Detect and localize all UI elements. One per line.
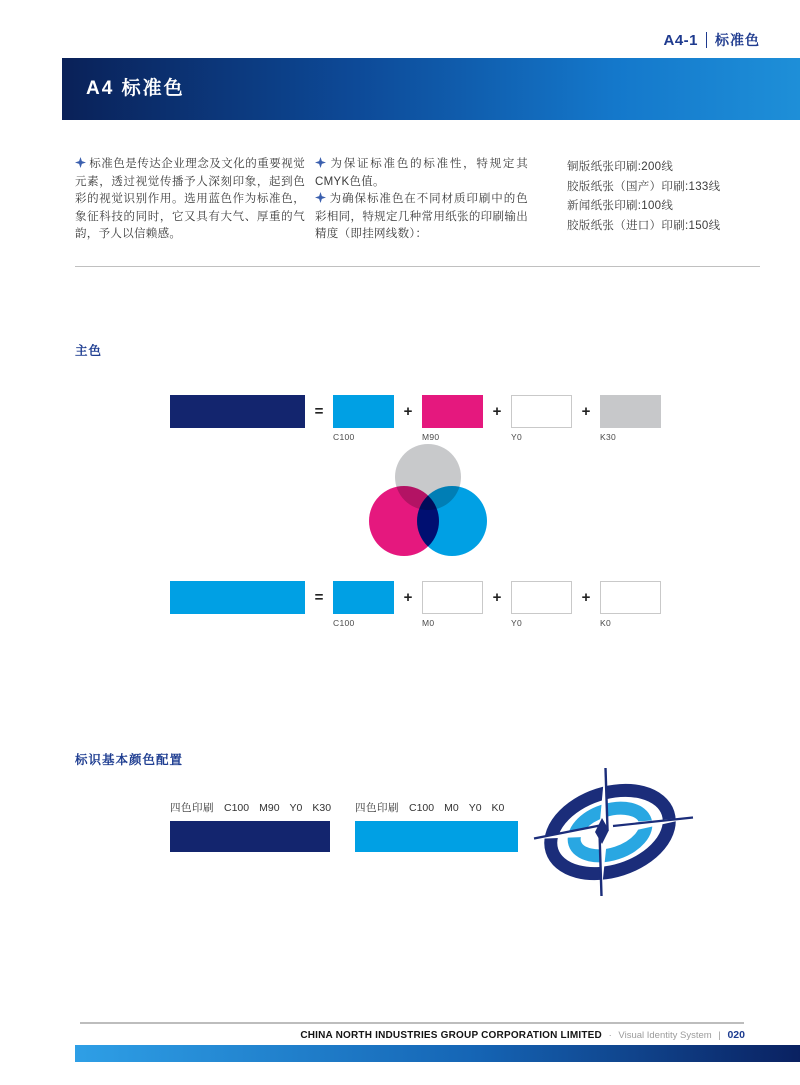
- venn-cyan-circle: [417, 486, 487, 556]
- footer-dot: ·: [608, 1030, 612, 1041]
- intro-column-2: [315, 156, 528, 244]
- color-component: [333, 395, 394, 442]
- component-label: M0: [422, 618, 435, 628]
- intro-text-2: 为保证标准色的标准性，特规定其CMYK色值。: [315, 158, 528, 188]
- print-spec-item: 新闻纸张印刷:100线: [567, 200, 674, 212]
- intro-paragraph-1: [75, 156, 305, 244]
- footer-text: [300, 1029, 745, 1041]
- plus-sign: +: [403, 589, 413, 606]
- component-swatch: [511, 395, 572, 428]
- cmyk-value: Y0: [289, 802, 303, 814]
- config-bar-label: [355, 800, 518, 815]
- component-label: K30: [600, 432, 617, 442]
- color-component: [511, 581, 572, 628]
- config-bar-group-1: [170, 800, 330, 852]
- component-swatch: [511, 581, 572, 614]
- plus-sign: +: [403, 403, 413, 420]
- component-label: K0: [600, 618, 611, 628]
- cmyk-value: M90: [259, 802, 280, 814]
- component-swatch: [333, 581, 394, 614]
- equals-sign: =: [314, 403, 324, 420]
- intro-paragraph-2: [315, 156, 528, 191]
- print-spec-item: 铜版纸张印刷:200线: [567, 161, 674, 173]
- component-swatch: [600, 395, 661, 428]
- color-component: [600, 581, 661, 628]
- config-bar-group-2: [355, 800, 518, 852]
- star-bullet-icon: [315, 192, 326, 203]
- result-color-swatch: [170, 395, 305, 428]
- intro-column-1: [75, 156, 305, 244]
- plus-sign: +: [492, 589, 502, 606]
- cmyk-value: M0: [444, 802, 459, 814]
- cmyk-value: Y0: [468, 802, 482, 814]
- page-corner-label: [663, 30, 760, 50]
- intro-text-1: 标准色是传达企业理念及文化的重要视觉元素，透过视觉传播予人深刻印象，起到色彩的视觉识别作用。选用蓝色作为标准色，象征科技的同时，它又具有大气、厚重的气韵，予人以信赖感。: [75, 158, 305, 240]
- company-logo: [528, 762, 700, 904]
- star-bullet-icon: [75, 157, 86, 168]
- color-formula-row-1: [170, 395, 661, 442]
- navy-color-bar: [170, 821, 330, 852]
- star-bullet-icon: [315, 157, 326, 168]
- print-specs-list: [567, 158, 767, 236]
- cmyk-value: C100: [224, 802, 250, 814]
- component-label: C100: [333, 432, 355, 442]
- component-label: C100: [333, 618, 355, 628]
- header-bar: [62, 58, 800, 120]
- equals-sign: =: [314, 589, 324, 606]
- cmyk-value: K30: [312, 802, 332, 814]
- color-mix-venn-diagram: [369, 444, 489, 558]
- color-component: [422, 581, 483, 628]
- component-label: Y0: [511, 618, 522, 628]
- intro-text-3: 为确保标准色在不同材质印刷中的色彩相同，特规定几种常用纸张的印刷输出精度（即挂网线数）：: [315, 193, 528, 240]
- cmyk-value: K0: [491, 802, 505, 814]
- color-component: [511, 395, 572, 442]
- intro-paragraph-3: [315, 191, 528, 244]
- page-number: 020: [727, 1029, 745, 1041]
- print-process-label: 四色印刷: [170, 802, 214, 814]
- company-name: CHINA NORTH INDUSTRIES GROUP CORPORATION LIMITED: [300, 1030, 602, 1041]
- plus-sign: +: [581, 589, 591, 606]
- primary-color-heading: 主色: [75, 344, 103, 358]
- color-formula-row-2: [170, 581, 661, 628]
- footer-gradient-bar: [75, 1045, 800, 1062]
- component-swatch: [600, 581, 661, 614]
- cyan-color-bar: [355, 821, 518, 852]
- print-process-label: 四色印刷: [355, 802, 399, 814]
- horizontal-divider: [75, 266, 760, 267]
- color-component: [600, 395, 661, 442]
- component-label: Y0: [511, 432, 522, 442]
- component-swatch: [333, 395, 394, 428]
- result-color-swatch: [170, 581, 305, 614]
- component-swatch: [422, 395, 483, 428]
- print-spec-item: 胶版纸张（进口）印刷:150线: [567, 219, 721, 232]
- component-swatch: [422, 581, 483, 614]
- section-code: A4-1: [663, 31, 698, 49]
- plus-sign: +: [492, 403, 502, 420]
- page-title: A4 标准色: [86, 78, 185, 99]
- corner-divider: [706, 32, 707, 48]
- footer-divider: [80, 1022, 744, 1024]
- config-section-heading: 标识基本颜色配置: [75, 753, 184, 767]
- color-component: [333, 581, 394, 628]
- plus-sign: +: [581, 403, 591, 420]
- footer-system-label: Visual Identity System: [618, 1030, 712, 1041]
- section-title: 标准色: [715, 32, 760, 48]
- config-bar-label: [170, 800, 330, 815]
- cmyk-value: C100: [409, 802, 435, 814]
- component-label: M90: [422, 432, 440, 442]
- color-component: [422, 395, 483, 442]
- footer-separator: |: [718, 1030, 721, 1041]
- print-spec-item: 胶版纸张（国产）印刷:133线: [567, 180, 721, 193]
